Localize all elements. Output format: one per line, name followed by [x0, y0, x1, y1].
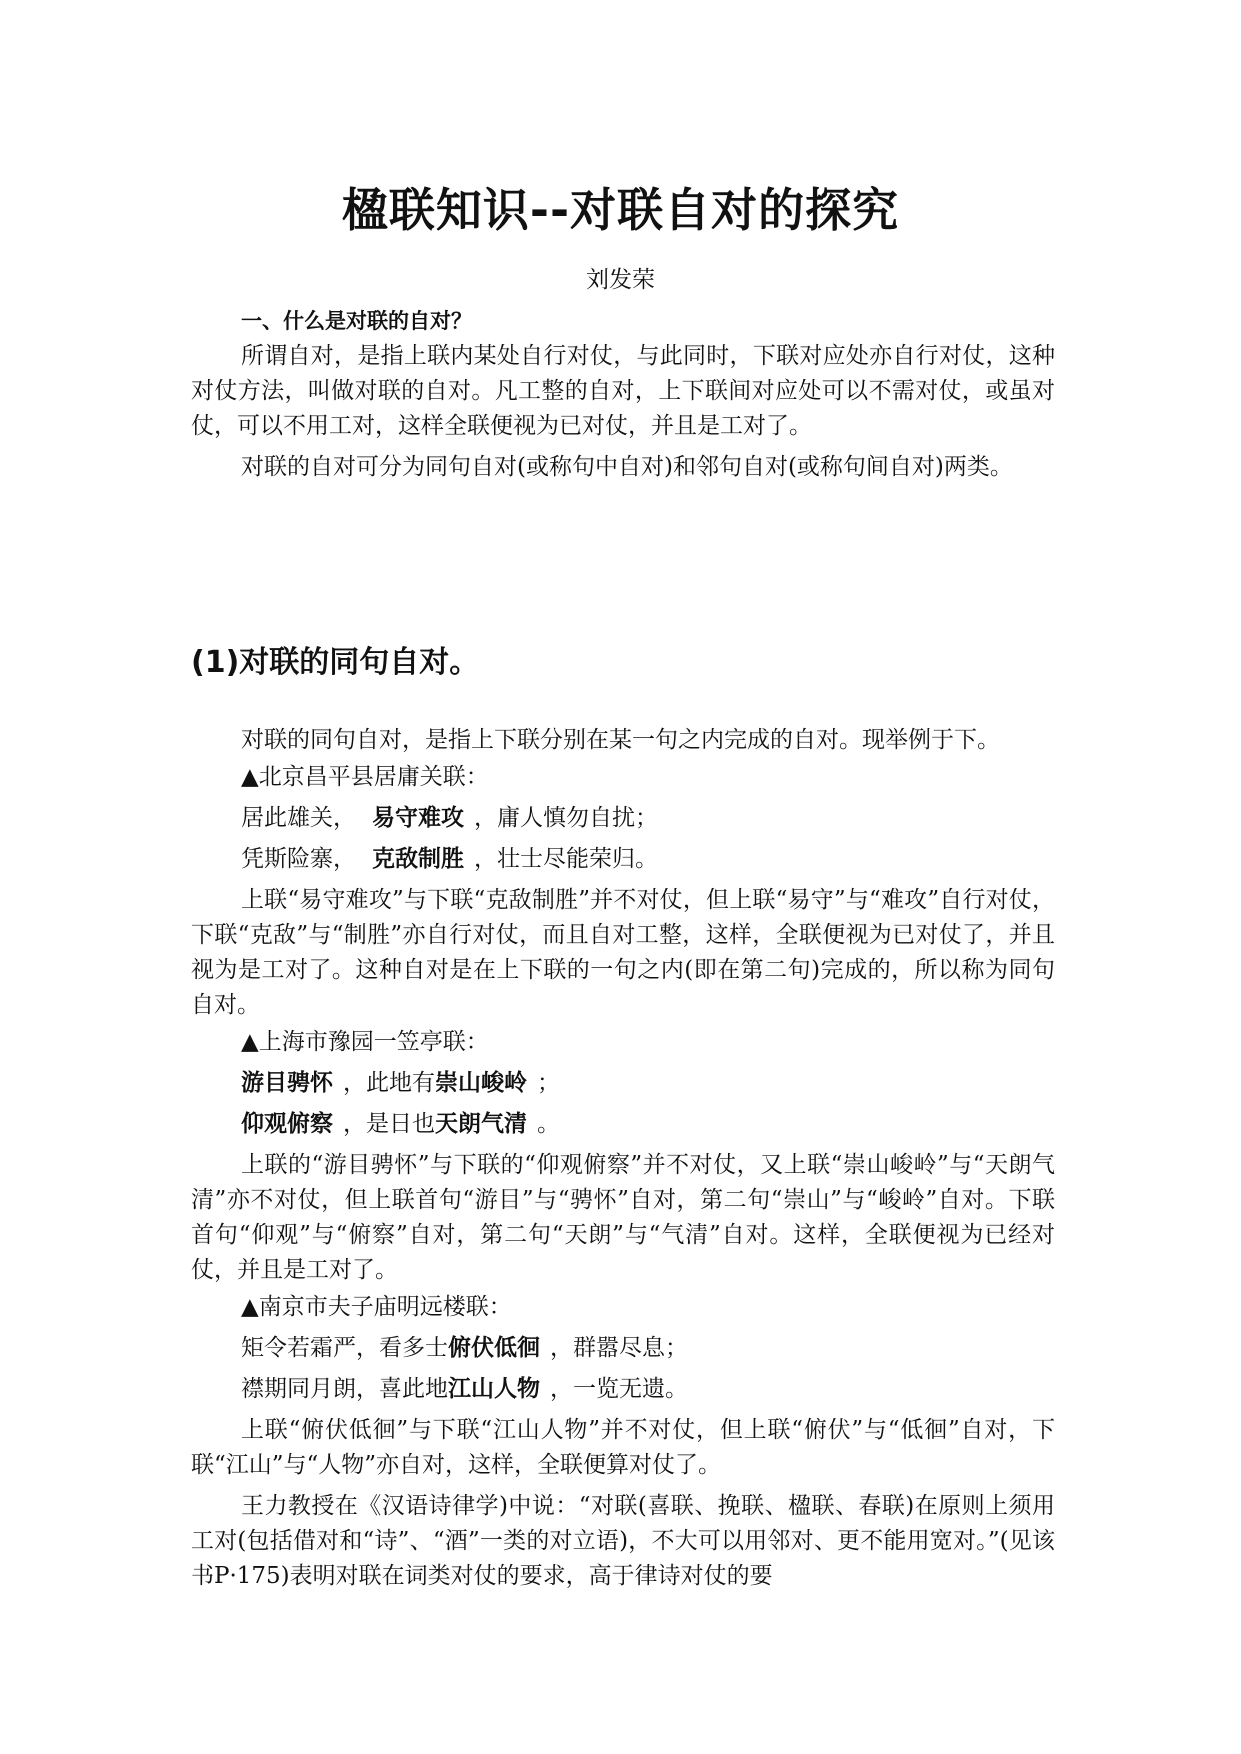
example-2-label: ▲上海市豫园一笠亭联： — [241, 1029, 489, 1055]
example-2-lower-part-d: 。 — [537, 1111, 560, 1137]
intro-section — [191, 339, 1055, 485]
example-3-lower-part-c: ，一览无遗。 — [550, 1376, 688, 1402]
section-heading-what-is-self-pairing: 一、什么是对联的自对？ — [241, 309, 472, 333]
example-1-lower-bold: 克敌制胜 — [372, 846, 464, 872]
example-1-lower-line — [191, 842, 1055, 877]
example-2-lower-line — [191, 1107, 1055, 1142]
example-1-upper-line — [191, 801, 1055, 836]
example-2-upper-bold-a: 游目骋怀 — [241, 1070, 333, 1096]
example-3-upper-part-a: 矩令若霜严，看多士 — [241, 1335, 448, 1361]
example-3-explanation: 上联“俯伏低徊”与下联“江山人物”并不对仗，但上联“俯伏”与“低徊”自对，下联“江山”与“人物”亦自对，这样，全联便算对仗了。 — [191, 1417, 1055, 1478]
author-name: 刘发荣 — [586, 267, 655, 293]
example-1-upper-bold: 易守难攻 — [372, 805, 464, 831]
example-1-label: ▲北京昌平县居庸关联： — [241, 764, 489, 790]
example-2-upper-bold-c: 崇山峻岭 — [435, 1070, 527, 1096]
example-3-lower-line — [191, 1372, 1055, 1407]
intro-paragraph-2: 对联的自对可分为同句自对(或称句中自对)和邻句自对(或称句间自对)两类。 — [241, 454, 1013, 480]
example-2-upper-line — [191, 1066, 1055, 1101]
intro-paragraph-1: 所谓自对，是指上联内某处自行对仗，与此同时，下联对应处亦自行对仗，这种对仗方法，叫做对联的自对。凡工整的自对，上下联间对应处可以不需对仗，或虽对仗，可以不用工对，这样全联便视为已对仗，并且是工对了。 — [191, 343, 1055, 439]
example-3-upper-line — [191, 1331, 1055, 1366]
example-3-lower-part-a: 襟期同月朗，喜此地 — [241, 1376, 448, 1402]
example-3-label: ▲南京市夫子庙明远楼联： — [241, 1294, 512, 1320]
body-intro-paragraph: 对联的同句自对，是指上下联分别在某一句之内完成的自对。现举例于下。 — [241, 727, 1000, 753]
body-section — [191, 723, 1055, 1594]
example-2-lower-bold-a: 仰观俯察 — [241, 1111, 333, 1137]
example-2-explanation: 上联的“游目骋怀”与下联的“仰观俯察”并不对仗，又上联“崇山峻岭”与“天朗气清”亦不对仗，但上联首句“游目”与“骋怀”自对，第二句“崇山”与“峻岭”自对。下联首句“仰观”与“俯察”自对，第二句“天朗”与“气清”自对。这样，全联便视为已经对仗，并且是工对了。 — [191, 1152, 1055, 1283]
example-3-lower-bold: 江山人物 — [448, 1376, 540, 1402]
example-2-upper-part-b: ，此地有 — [343, 1070, 435, 1096]
example-3-upper-part-c: ，群嚣尽息； — [550, 1335, 688, 1361]
example-1-lower-part-c: ，壮士尽能荣归。 — [474, 846, 658, 872]
example-2-lower-part-b: ，是日也 — [343, 1111, 435, 1137]
document-title: 楹联知识--对联自对的探究 — [341, 183, 900, 237]
section-heading-same-sentence: (1)对联的同句自对。 — [191, 645, 480, 680]
example-1-upper-part-a: 居此雄关， — [241, 805, 356, 831]
wang-li-quote-paragraph: 王力教授在《汉语诗律学)中说：“对联(喜联、挽联、楹联、春联)在原则上须用工对(包括借对和“诗”、“酒”一类的对立语)，不大可以用邻对、更不能用宽对。”(见该书P·175)表明对联在词类对仗的要求，高于律诗对仗的要 — [191, 1493, 1055, 1589]
example-1-lower-part-a: 凭斯险寨， — [241, 846, 356, 872]
example-1-upper-part-c: ，庸人慎勿自扰； — [474, 805, 658, 831]
example-1-explanation: 上联“易守难攻”与下联“克敌制胜”并不对仗，但上联“易守”与“难攻”自行对仗，下联“克敌”与“制胜”亦自行对仗，而且自对工整，这样，全联便视为已对仗了，并且视为是工对了。这种自对是在上下联的一句之内(即在第二句)完成的，所以称为同句自对。 — [191, 887, 1055, 1018]
example-2-upper-part-d: ； — [537, 1070, 560, 1096]
example-3-upper-bold: 俯伏低徊 — [448, 1335, 540, 1361]
example-2-lower-bold-c: 天朗气清 — [435, 1111, 527, 1137]
